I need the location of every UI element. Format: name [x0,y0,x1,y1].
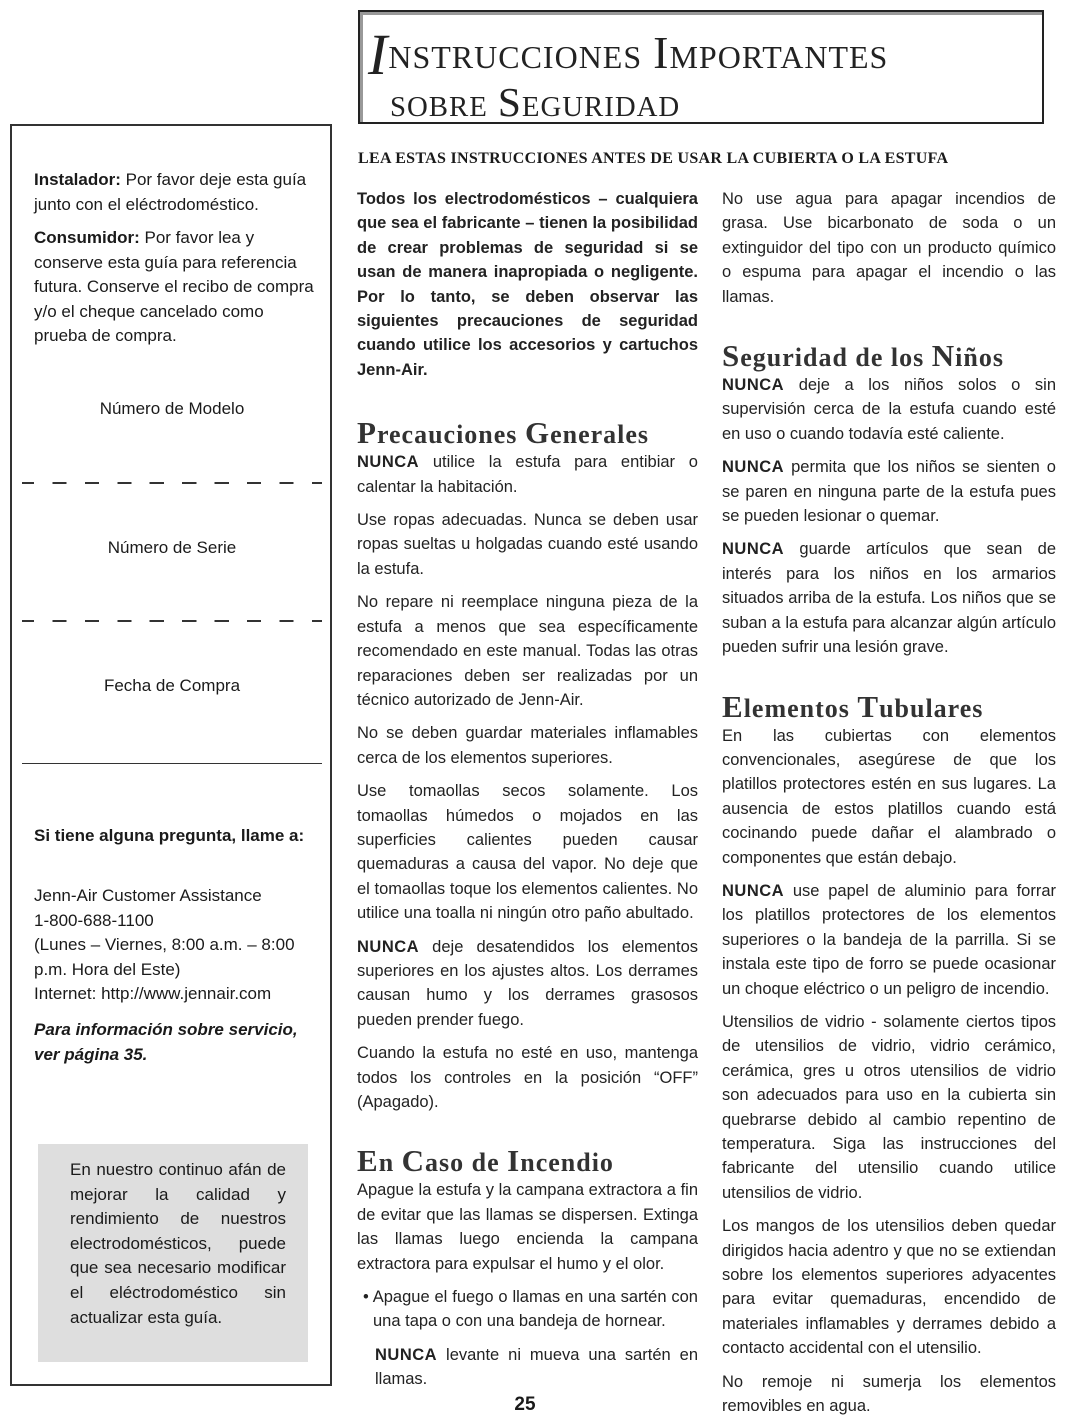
heading-word: ncendio [520,1148,614,1178]
paragraph: No repare ni reemplace ninguna pieza de la estufa a menos que sea específicamente recomendado en este manual. Todas las otras reparaciones deben ser realizadas por un técnico autorizado de Jenn-Air. [357,593,698,709]
heading-cap: I [507,1143,521,1179]
paragraph [722,879,1056,1001]
paragraph [357,935,698,1033]
installer-note [34,168,314,217]
heading-word: eguridad de los [740,343,925,373]
title-word-3: SOBRE [390,91,488,123]
paragraph [357,1343,698,1392]
sidebar [10,124,332,1386]
consumer-text: Por favor lea y conserve esta guía para referencia futura. Conserve el recibo de compra y/o el cheque cancelado como prueba de compra. [34,228,314,345]
column-2 [722,187,1056,1427]
nunca-label: NUNCA [722,458,785,477]
serial-number-line [22,620,322,622]
section-heading-incendio [357,1143,698,1179]
paragraph: No se deben guardar materiales inflamables cerca de los elementos superiores. [357,724,698,767]
title-initial-2: I [653,27,670,78]
section-heading-ninos [722,338,1056,374]
paragraph: Cuando la estufa no esté en uso, mantenga todos los controles en la posición “OFF” (Apagado). [357,1044,698,1111]
paragraph-text: guarde artículos que sean de interés para los niños en los armarios situados arriba de la estufa. Los niños que se suban a la estufa para alcanzar algún artículo pueden sufrir una lesión grave. [722,540,1056,657]
heading-word: enerales [550,420,650,450]
read-instructions-heading: LEA ESTAS INSTRUCCIONES ANTES DE USAR LA CUBIERTA O LA ESTUFA [358,150,949,167]
contact-internet: Internet: http://www.jennair.com [34,984,272,1003]
heading-cap: T [857,688,880,724]
heading-word: ubulares [879,693,984,723]
heading-cap: E [722,688,744,724]
heading-cap: P [357,415,377,451]
nunca-label: NUNCA [722,540,785,559]
paragraph: No remoje ni sumerja los elementos removibles en agua. [722,1372,1056,1416]
title-box [358,10,1044,124]
model-number-line [22,482,322,484]
contact-info [34,884,314,1007]
paragraph-text: permita que los niños se sienten o se paren en ninguna parte de la estufa pues se pueden lesionar o quemar. [722,458,1056,526]
heading-word: n [378,1148,395,1178]
paragraph-text: deje a los niños solos o sin supervisión cerca de la estufa cuando esté en uso o cuando todavía esté caliente. [722,376,1056,443]
consumer-label: Consumidor: [34,228,140,247]
heading-cap: S [722,338,741,374]
contact-phone: 1-800-688-1100 [34,910,154,930]
model-number-label: Número de Modelo [99,399,245,418]
paragraph: Use ropas adecuadas. Nunca se deben usar ropas sueltas u holgadas cuando esté usando la estufa. [357,511,698,578]
paragraph: En las cubiertas con elementos convencionales, asegúrese de que los platillos protectores estén en sus lugares. La ausencia de estos platillos cuando está cocinando puede dañar el alambrado o componentes que están debajo. [722,726,1056,867]
note-box [38,1144,308,1362]
heading-cap: N [931,338,956,374]
heading-word: aso de [425,1148,500,1178]
page-title-line1 [368,22,889,87]
section-heading-precauciones [357,415,698,451]
contact-hours: (Lunes – Viernes, 8:00 a.m. – 8:00 p.m. Hora del Este) [34,935,295,979]
heading-cap: G [524,415,551,451]
installer-text: Por favor deje esta guía junto con el eléctrodoméstico. [34,170,307,214]
service-note: Para información sobre servicio, ver página 35. [34,1020,298,1064]
paragraph [357,450,698,499]
nunca-label: NUNCA [722,881,785,900]
consumer-note [34,226,314,349]
title-word-1: NSTRUCCIONES [388,39,643,75]
contact-name: Jenn-Air Customer Assistance [34,886,262,905]
intro-paragraph: Todos los electrodomésticos – cualquiera que sea el fabricante – tienen la posibilidad de crear problemas de seguridad si se usan de manera inapropiada o negligente. Por lo tanto, se deben observar las siguientes precauciones de seguridad cuando utilice los accesorios y cartuchos Jenn-Air. [357,190,698,379]
heading-word: iños [955,343,1004,373]
bullet-item: • Apague el fuego o llamas en una sartén con una tapa o con una bandeja de hornear. [363,1288,698,1331]
heading-cap: E [357,1143,379,1179]
paragraph [722,373,1056,446]
section-heading-tubulares [722,688,1056,724]
paragraph-text: use papel de aluminio para forrar los platillos protectores de los elementos superiores o la bandeja de la parrilla. Si se instala este tipo de forro se puede ocasionar un choque eléctrico o un peligro de incendio. [722,881,1056,998]
nunca-label: NUNCA [357,453,420,472]
purchase-date-line [22,763,322,764]
purchase-date-label: Fecha de Compra [103,676,241,695]
paragraph: Use tomaollas secos solamente. Los tomaollas húmedos o mojados en las superficies calientes pueden causar quemaduras a causa del vapor. No deje que el tomaollas toque los elementos calientes. No utilice una toalla ni ningún otro paño abultado. [357,782,698,923]
paragraph-text: utilice la estufa para entibiar o calentar la habitación. [357,453,698,496]
heading-word: recauciones [376,420,518,450]
heading-cap: C [401,1143,426,1179]
title-word-2: MPORTANTES [669,39,889,75]
question-heading: Si tiene alguna pregunta, llame a: [34,826,305,845]
paragraph-text: deje desatendidos los elementos superiores en los ajustes altos. Los derrames causan humo y los derrames grasosos pueden prender fuego. [357,937,698,1029]
paragraph-text: levante ni mueva una sartén en llamas. [375,1345,698,1389]
nunca-label: NUNCA [357,937,420,956]
paragraph: Apague la estufa y la campana extractora a fin de evitar que las llamas se dispersen. Extinga las llamas luego encienda la campana extractora para expulsar el humo y el olor. [357,1181,698,1273]
page-number: 25 [514,1394,536,1415]
nunca-label: NUNCA [722,376,785,395]
paragraph: No use agua para apagar incendios de grasa. Use bicarbonato de soda o un extinguidor del tipo con un producto químico o espuma para apagar el incendio o las llamas. [722,190,1056,306]
paragraph [722,455,1056,528]
paragraph: Los mangos de los utensilios deben quedar dirigidos hacia adentro y que no se extiendan sobre los elementos superiores adyacentes para evitar quemaduras, encendido de materiales inflamables y derrames debido a contacto accidental con el utensilio. [722,1217,1056,1358]
note-box-text: En nuestro continuo afán de mejorar la calidad y rendimiento de nuestros electrodomésticos, puede que sea necesario modificar el eléctrodoméstico sin actualizar esta guía. [70,1160,286,1327]
heading-word: lementos [743,693,850,723]
column-1 [357,187,698,1401]
nunca-label: NUNCA [375,1345,438,1364]
paragraph [722,537,1056,659]
installer-label: Instalador: [34,170,121,189]
paragraph: Utensilios de vidrio - solamente ciertos tipos de utensilios de vidrio, vidrio cerámico, cerámica, gres u otros utensilios de vidrio son adecuados para uso en la cubierta sin quebrarse debido al cambio repentino de temperatura. Siga las instrucciones del fabricante del utensilio cuando utilice utensilios de vidrio. [722,1012,1056,1202]
page-title-line2 [390,78,680,126]
serial-number-label: Número de Serie [107,538,237,557]
title-drop-initial: I [368,22,389,87]
title-word-4: EGURIDAD [521,91,681,123]
title-initial-3: S [497,79,522,125]
